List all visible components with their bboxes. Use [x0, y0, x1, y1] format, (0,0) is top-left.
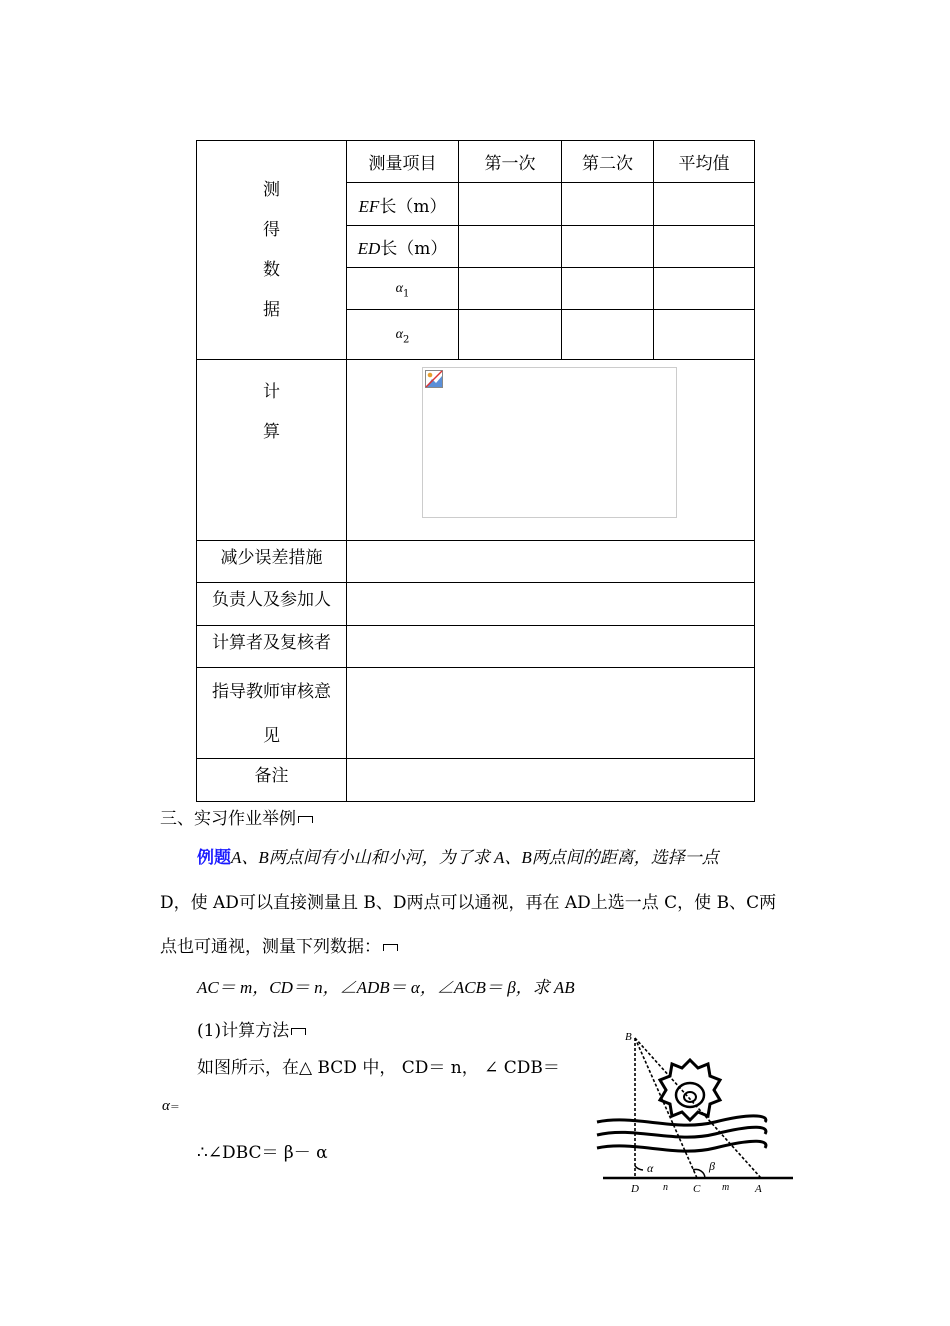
river-wave: [597, 1116, 766, 1125]
explanation-line2: α＝: [162, 1098, 180, 1114]
calculator-label: 计算者及复核者: [197, 626, 347, 668]
hill-contour: [676, 1083, 704, 1107]
example-line1: 例题A、B两点间有小山和小河，为了求 A、B两点间的距离，选择一点: [197, 848, 719, 868]
cell[interactable]: [347, 668, 755, 759]
col-header-second: 第二次: [562, 141, 654, 183]
method-heading: (1)计算方法: [197, 1016, 306, 1041]
cell[interactable]: [562, 226, 654, 268]
river-hill-figure: [595, 1020, 795, 1200]
label-beta: β: [709, 1159, 715, 1173]
cell[interactable]: [459, 183, 562, 226]
example-line2: D，使 AD可以直接测量且 B、D两点可以通视，再在 AD上选一点 C，使 B、C两: [160, 893, 777, 913]
measured-data-header: 测 得 数 据: [197, 141, 347, 360]
teacher-review-label: 指导教师审核意 见: [197, 668, 347, 759]
hill-outline: [660, 1060, 720, 1120]
cell[interactable]: [347, 541, 755, 583]
notes-label: 备注: [197, 759, 347, 802]
cell[interactable]: [459, 226, 562, 268]
row-alpha1: $\alpha_1$: [347, 268, 459, 310]
label-n: n: [663, 1182, 668, 1193]
explanation-line1: 如图所示，在△ BCD 中， CD＝ n， ∠ CDB＝: [197, 1058, 560, 1078]
cell[interactable]: [347, 626, 755, 668]
cell[interactable]: [459, 310, 562, 360]
cell[interactable]: [654, 268, 755, 310]
river-wave: [597, 1127, 766, 1137]
cell[interactable]: [562, 268, 654, 310]
example-line3: 点也可通视，测量下列数据：: [160, 932, 398, 957]
col-header-first: 第一次: [459, 141, 562, 183]
row-alpha2: $\alpha_2$: [347, 310, 459, 360]
row-ed-length: ED长（m）: [347, 226, 459, 268]
section-title: 三、实习作业举例: [160, 804, 313, 829]
label-b: B: [625, 1031, 632, 1043]
given-data-line: AC＝ m，CD＝ n，∠ADB＝ α，∠ACB＝ β，求 AB: [197, 978, 575, 997]
label-alpha: α: [647, 1161, 654, 1175]
river-wave: [597, 1141, 766, 1151]
broken-image-icon: [425, 370, 443, 388]
cell[interactable]: [459, 268, 562, 310]
cell[interactable]: [347, 583, 755, 626]
cell[interactable]: [347, 759, 755, 802]
label-a: A: [755, 1183, 762, 1195]
cell[interactable]: [654, 226, 755, 268]
label-d: D: [631, 1183, 639, 1195]
responsible-label: 负责人及参加人: [197, 583, 347, 626]
cell[interactable]: [654, 310, 755, 360]
col-header-average: 平均值: [654, 141, 755, 183]
calculation-header: 计 算: [197, 360, 347, 541]
line-ba: [635, 1038, 761, 1178]
cell[interactable]: [654, 183, 755, 226]
explanation-line3: ∴∠DBC＝ β－ α: [197, 1143, 328, 1163]
row-ef-length: EF长（m）: [347, 183, 459, 226]
cell[interactable]: [562, 310, 654, 360]
col-header-item: 测量项目: [347, 141, 459, 183]
error-reduction-label: 减少误差措施: [197, 541, 347, 583]
broken-image-placeholder: [422, 367, 677, 518]
label-c: C: [693, 1183, 701, 1195]
cell[interactable]: [562, 183, 654, 226]
label-m: m: [722, 1182, 730, 1193]
